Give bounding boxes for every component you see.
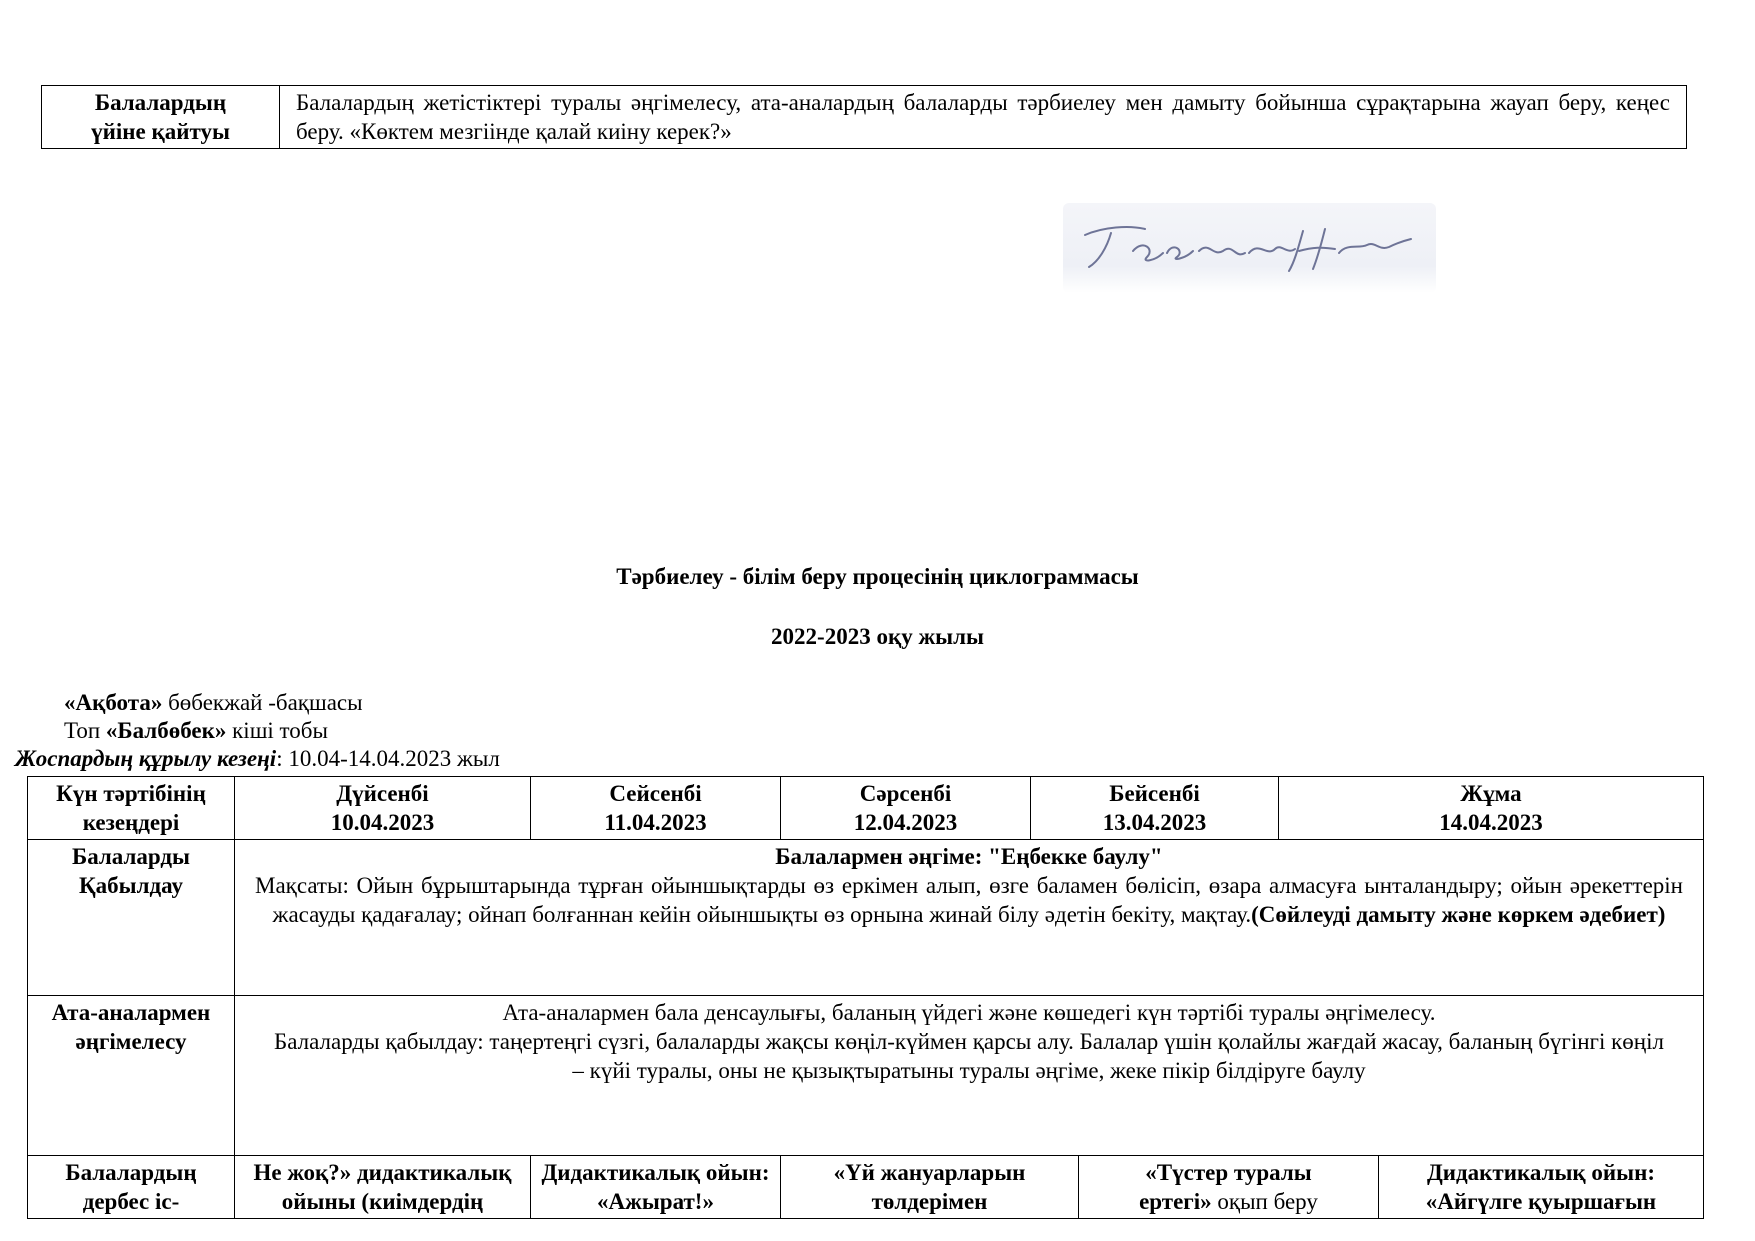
row-label-line1: Балаларды xyxy=(72,844,190,869)
activity-cell-wednesday xyxy=(781,1156,1079,1219)
signature-stamp xyxy=(1063,203,1436,293)
reception-cell xyxy=(235,840,1704,996)
activity-line2-rest: оқып беру xyxy=(1211,1189,1318,1214)
activity-cell-monday xyxy=(235,1156,531,1219)
activity-cell-thursday xyxy=(1079,1156,1379,1219)
reception-area: (Сөйлеуді дамыту және көркем әдебиет) xyxy=(1251,902,1666,927)
parents-line1: Ата-аналармен бала денсаулығы, баланың үйдегі және көшедегі күн тәртібі туралы әңгімелесу. xyxy=(502,1000,1436,1025)
row-label-line1: Балалардың xyxy=(65,1160,197,1185)
reception-text xyxy=(241,871,1697,929)
table-row xyxy=(28,1156,1704,1219)
group-name: «Балбөбек» xyxy=(105,718,227,743)
day-header-monday xyxy=(235,777,531,840)
row-label-line2: дербес іс- xyxy=(82,1189,180,1214)
activity-line1: «Үй жануарларын xyxy=(833,1160,1026,1185)
academic-year: 2022-2023 оқу жылы xyxy=(771,624,984,649)
day-header-tuesday xyxy=(531,777,781,840)
table-row xyxy=(28,996,1704,1156)
day-date: 13.04.2023 xyxy=(1102,810,1207,835)
top-table xyxy=(41,85,1687,149)
table-header-row xyxy=(28,777,1704,840)
row-label-cell xyxy=(28,840,235,996)
signature-icon xyxy=(1063,203,1436,293)
activity-cell-friday xyxy=(1379,1156,1704,1219)
row-label-cell xyxy=(42,86,280,149)
day-header-thursday xyxy=(1031,777,1279,840)
parents-line2: Балаларды қабылдау: таңертеңгі сүзгі, балаларды жақсы көңіл-күймен қарсы алу. Балалар үшін қолайлы жағдай жасау, баланың бүгінгі көңіл – күйі туралы, оны не қызықтыратыны туралы әңгіме, жеке пікір білдіруге баулу xyxy=(274,1029,1664,1083)
schedule-table xyxy=(27,776,1704,1219)
day-name: Сейсенбі xyxy=(609,781,702,806)
group-prefix: Топ xyxy=(64,718,106,743)
activity-line2: «Айгүлге қуыршағын xyxy=(1425,1189,1657,1214)
activity-line2: «Ажырат!» xyxy=(597,1189,714,1214)
row-label-line1: Балалардың xyxy=(94,90,227,115)
day-name: Бейсенбі xyxy=(1109,781,1200,806)
activity-line2-bold: ертегі» xyxy=(1139,1189,1212,1214)
kindergarten-line xyxy=(64,689,363,717)
period-label: Жоспардың құрылу кезеңі xyxy=(15,746,277,771)
row-text-cell: Балалардың жетістіктері туралы әңгімелесу, ата-аналардың балаларды тәрбиелеу мен дамыту бойынша сұрақтарына жауап беру, кеңес беру. «Көктем мезгіінде қалай киіну керек?» xyxy=(280,86,1687,149)
group-line xyxy=(64,717,328,745)
header-label-cell xyxy=(28,777,235,840)
activity-line2: ойыны (киімдердің xyxy=(281,1189,484,1214)
activity-line1: «Түстер туралы xyxy=(1145,1160,1312,1185)
row-label-cell xyxy=(28,996,235,1156)
day-date: 14.04.2023 xyxy=(1439,810,1543,835)
row-label-line2: Қабылдау xyxy=(78,873,183,898)
row-label-line2: әңгімелесу xyxy=(75,1029,187,1054)
day-name: Сәрсенбі xyxy=(859,781,952,806)
activity-line2: төлдерімен xyxy=(871,1189,988,1214)
group-suffix: кіші тобы xyxy=(226,718,328,743)
activity-line1: Не жоқ?» дидактикалық xyxy=(253,1160,512,1185)
table-row xyxy=(42,86,1687,149)
reception-title: Балалармен әңгіме: "Еңбекке баулу" xyxy=(775,844,1163,869)
day-header-wednesday xyxy=(781,777,1031,840)
row-label-line1: Ата-аналармен xyxy=(51,1000,211,1025)
activity-line1: Дидактикалық ойын: xyxy=(541,1160,770,1185)
day-header-friday xyxy=(1279,777,1704,840)
header-label-line1: Күн тәртібінің xyxy=(56,781,206,806)
activity-line1: Дидактикалық ойын: xyxy=(1426,1160,1656,1185)
kindergarten-name: «Ақбота» xyxy=(64,690,163,715)
activity-cell-tuesday xyxy=(531,1156,781,1219)
row-label-line2: үйіне қайтуы xyxy=(91,119,230,144)
day-date: 11.04.2023 xyxy=(604,810,707,835)
header-label-line2: кезеңдері xyxy=(82,810,180,835)
period-line xyxy=(15,745,500,773)
row-label-cell xyxy=(28,1156,235,1219)
day-name: Жұма xyxy=(1460,781,1522,806)
period-value: : 10.04-14.04.2023 жыл xyxy=(276,746,500,771)
document-title: Тәрбиелеу - білім беру процесінің циклограммасы xyxy=(616,564,1139,589)
reception-goal: Мақсаты: Ойын бұрыштарында тұрған ойыншықтарды өз еркімен алып, өзге баламен бөлісіп, өзара алмасуға ынталандыру; ойын әрекеттерін жасауды қадағалау; ойнап болғаннан кейін ойыншықты өз орнына жинай білу әдетін бекіту, мақтау. xyxy=(255,873,1683,927)
table-row xyxy=(28,840,1704,996)
day-name: Дүйсенбі xyxy=(336,781,429,806)
parents-cell xyxy=(235,996,1704,1156)
day-date: 10.04.2023 xyxy=(330,810,435,835)
day-date: 12.04.2023 xyxy=(853,810,958,835)
kindergarten-suffix: бөбекжай -бақшасы xyxy=(162,690,363,715)
